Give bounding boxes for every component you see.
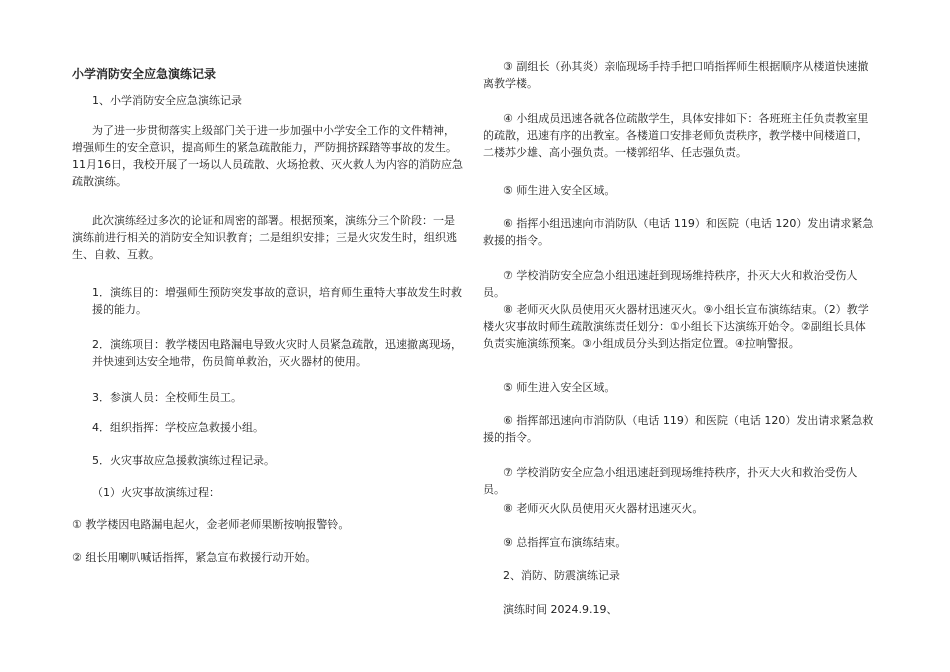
step-8b: ⑧ 老师灭火队员使用灭火器材迅速灭火。 bbox=[503, 502, 704, 515]
step-6: ⑥ 指挥小组迅速向市消防队（电话 119）和医院（电话 120）发出请求紧急救援的指令。 bbox=[483, 217, 874, 247]
step-1: ① 教学楼因电路漏电起火，金老师老师果断按响报警铃。 bbox=[72, 518, 350, 531]
step-9b: ⑨ 总指挥宣布演练结束。 bbox=[503, 536, 627, 549]
step-5: ⑤ 师生进入安全区域。 bbox=[503, 184, 616, 197]
step-7: ⑦ 学校消防安全应急小组迅速赶到现场维持秩序，扑灭大火和救治受伤人员。 bbox=[483, 269, 858, 299]
subsection-process: （1）火灾事故演练过程： bbox=[92, 486, 220, 499]
step-3: ③ 副组长（孙其炎）亲临现场手持手把口哨指挥师生根据顺序从楼道快速撤离教学楼。 bbox=[483, 60, 869, 90]
step-6b: ⑥ 指挥部迅速向市消防队（电话 119）和医院（电话 120）发出请求紧急救援的指令。 bbox=[483, 414, 874, 444]
item-purpose: 1．演练目的：增强师生预防突发事故的意识，培育师生重特大事故发生时救援的能力。 bbox=[92, 286, 462, 316]
document-title: 小学消防安全应急演练记录 bbox=[72, 67, 217, 81]
section-heading-2: 2、消防、防震演练记录 bbox=[503, 569, 620, 582]
item-project: 2．演练项目：教学楼因电路漏电导致火灾时人员紧急疏散，迅速撤离现场，并快速到达安全地带，伤员简单救治，灭火器材的使用。 bbox=[92, 338, 462, 368]
step-8: ⑧ 老师灭火队员使用灭火器材迅速灭火。⑨小组长宣布演练结束。（2）教学楼火灾事故时师生疏散演练责任划分：①小组长下达演练开始令。②副组长具体负责实施演练预案。③小组成员分头到达指定位置。④拉响警报。 bbox=[483, 303, 869, 350]
step-4: ④ 小组成员迅速各就各位疏散学生，具体安排如下：各班班主任负责教室里的疏散，迅速有序的出教室。各楼道口安排老师负责秩序，教学楼中间楼道口，二楼苏少雄、高小强负责。一楼郭绍华、任志强负责。 bbox=[483, 112, 869, 159]
intro-paragraph: 为了进一步贯彻落实上级部门关于进一步加强中小学安全工作的文件精神，增强师生的安全意识，提高师生的紧急疏散能力，严防拥挤踩踏等事故的发生。11月16日，我校开展了一场以人员疏散、火场抢救、灭火救人为内容的消防应急疏散演练。 bbox=[72, 124, 463, 188]
step-7b: ⑦ 学校消防安全应急小组迅速赶到现场维持秩序，扑灭大火和救治受伤人员。 bbox=[483, 466, 858, 496]
item-participants: 3．参演人员：全校师生员工。 bbox=[92, 391, 242, 404]
item-command: 4．组织指挥：学校应急救援小组。 bbox=[92, 421, 264, 434]
section-heading-1: 1、小学消防安全应急演练记录 bbox=[92, 94, 242, 107]
drill-date: 演练时间 2024.9.19、 bbox=[503, 603, 618, 616]
step-2: ② 组长用喇叭喊话指挥，紧急宣布救援行动开始。 bbox=[72, 551, 317, 564]
item-record: 5．火灾事故应急援救演练过程记录。 bbox=[92, 454, 275, 467]
step-5b: ⑤ 师生进入安全区域。 bbox=[503, 381, 616, 394]
phases-paragraph: 此次演练经过多次的论证和周密的部署。根据预案，演练分三个阶段：一是演练前进行相关的消防安全知识教育；二是组织安排；三是火灾发生时，组织逃生、自救、互救。 bbox=[72, 214, 457, 261]
